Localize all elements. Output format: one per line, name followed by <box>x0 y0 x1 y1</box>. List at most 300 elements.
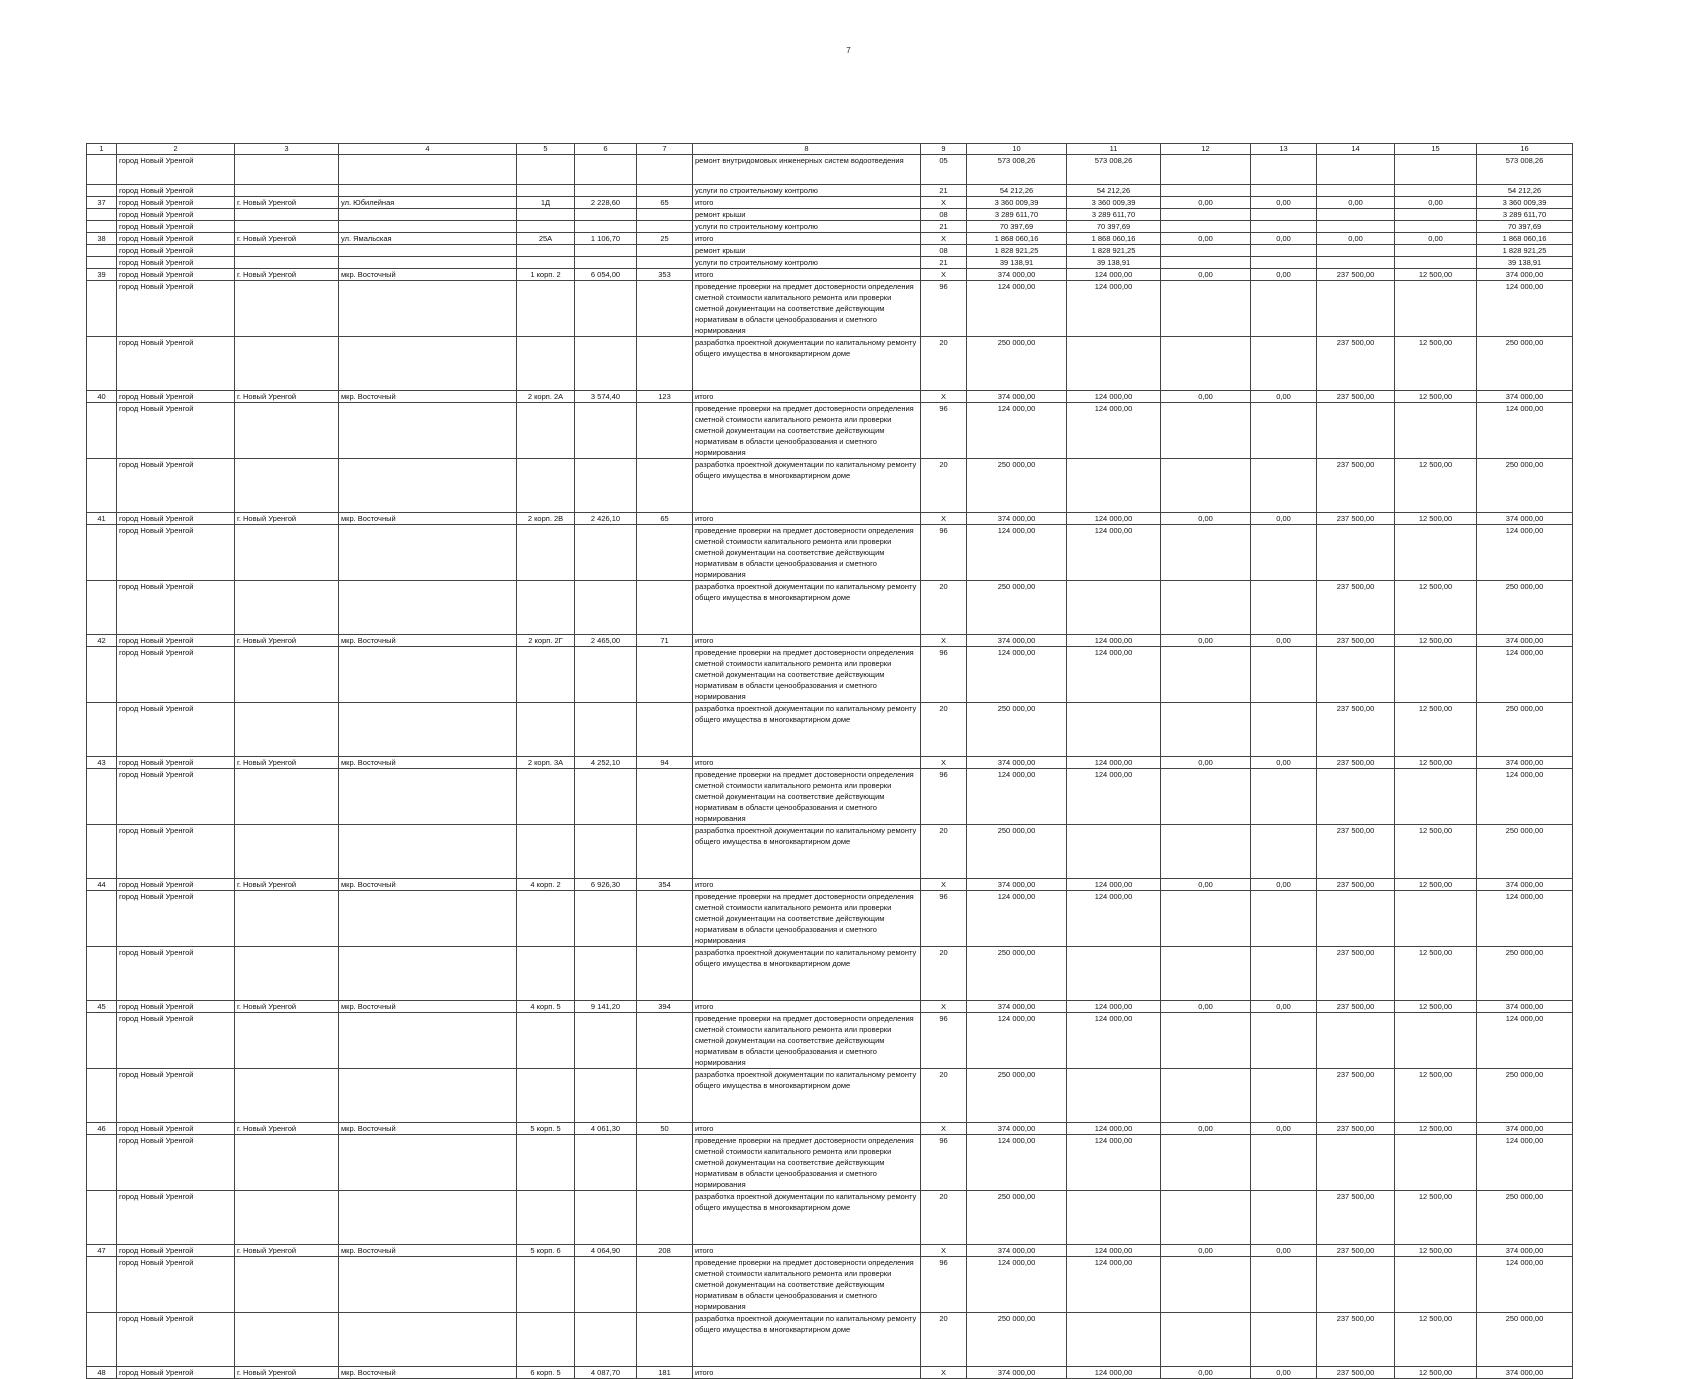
table-row <box>87 825 1573 879</box>
table-cell <box>1317 891 1395 947</box>
table-cell <box>1161 337 1251 391</box>
table-cell <box>517 769 575 825</box>
table-cell <box>1067 703 1161 757</box>
table-cell <box>339 185 517 197</box>
table-cell <box>1317 221 1395 233</box>
table-cell: 41 <box>87 513 117 525</box>
table-cell <box>575 459 637 513</box>
table-cell: мкр. Восточный <box>339 757 517 769</box>
table-cell: 6 926,30 <box>575 879 637 891</box>
table-row <box>87 757 1573 769</box>
table-cell: 4 корп. 2 <box>517 879 575 891</box>
table-cell: 374 000,00 <box>1477 635 1573 647</box>
table-cell: 124 000,00 <box>1067 403 1161 459</box>
table-cell: 0,00 <box>1251 391 1317 403</box>
table-cell: 374 000,00 <box>1477 391 1573 403</box>
column-header: 13 <box>1251 144 1317 155</box>
table-cell: 0,00 <box>1251 757 1317 769</box>
table-cell <box>1317 209 1395 221</box>
table-cell: 124 000,00 <box>967 403 1067 459</box>
table-cell: 124 000,00 <box>1067 647 1161 703</box>
table-cell: 374 000,00 <box>967 269 1067 281</box>
table-cell <box>637 1313 693 1367</box>
table-cell: 237 500,00 <box>1317 337 1395 391</box>
table-cell <box>517 1191 575 1245</box>
table-cell: 4 252,10 <box>575 757 637 769</box>
table-cell: 123 <box>637 391 693 403</box>
table-cell: 0,00 <box>1161 879 1251 891</box>
table-cell: 181 <box>637 1367 693 1379</box>
table-cell: 5 корп. 6 <box>517 1245 575 1257</box>
table-cell: 08 <box>921 209 967 221</box>
table-cell: мкр. Восточный <box>339 513 517 525</box>
table-cell <box>87 1191 117 1245</box>
table-cell <box>1067 337 1161 391</box>
table-cell <box>1067 581 1161 635</box>
table-cell: город Новый Уренгой <box>117 513 235 525</box>
table-cell: 237 500,00 <box>1317 947 1395 1001</box>
table-cell <box>1251 337 1317 391</box>
table-cell: услуги по строительному контролю <box>693 185 921 197</box>
table-cell <box>87 769 117 825</box>
table-cell <box>1395 281 1477 337</box>
table-cell: 12 500,00 <box>1395 1069 1477 1123</box>
table-cell: 250 000,00 <box>1477 459 1573 513</box>
table-cell: 374 000,00 <box>1477 1367 1573 1379</box>
table-cell <box>575 703 637 757</box>
table-cell <box>1317 403 1395 459</box>
table-cell: 4 087,70 <box>575 1367 637 1379</box>
table-row <box>87 1069 1573 1123</box>
table-cell: г. Новый Уренгой <box>235 513 339 525</box>
table-row <box>87 513 1573 525</box>
table-cell: X <box>921 391 967 403</box>
table-cell: 20 <box>921 1191 967 1245</box>
table-cell <box>235 525 339 581</box>
table-cell: ул. Юбилейная <box>339 197 517 209</box>
table-cell: город Новый Уренгой <box>117 459 235 513</box>
table-row <box>87 197 1573 209</box>
table-cell: 3 289 611,70 <box>1477 209 1573 221</box>
table-cell: ремонт крыши <box>693 209 921 221</box>
table-cell: 0,00 <box>1317 233 1395 245</box>
table-cell: 1 868 060,16 <box>1477 233 1573 245</box>
table-cell: 374 000,00 <box>967 513 1067 525</box>
table-cell: 54 212,26 <box>967 185 1067 197</box>
table-cell: 5 корп. 5 <box>517 1123 575 1135</box>
table-cell: 250 000,00 <box>1477 1191 1573 1245</box>
table-cell: 237 500,00 <box>1317 581 1395 635</box>
table-row <box>87 1123 1573 1135</box>
table-cell <box>637 1013 693 1069</box>
table-cell: 25А <box>517 233 575 245</box>
table-cell: 12 500,00 <box>1395 879 1477 891</box>
table-cell <box>1251 703 1317 757</box>
table-cell: 374 000,00 <box>967 391 1067 403</box>
table-cell: ул. Ямальская <box>339 233 517 245</box>
table-cell: 44 <box>87 879 117 891</box>
table-cell: 2 465,00 <box>575 635 637 647</box>
table-cell <box>637 1069 693 1123</box>
table-cell: г. Новый Уренгой <box>235 197 339 209</box>
table-cell: 96 <box>921 525 967 581</box>
table-cell: X <box>921 879 967 891</box>
table-cell: 124 000,00 <box>1477 403 1573 459</box>
table-cell: 237 500,00 <box>1317 1069 1395 1123</box>
table-cell: город Новый Уренгой <box>117 337 235 391</box>
table-cell <box>87 947 117 1001</box>
table-cell <box>1161 1257 1251 1313</box>
table-cell: мкр. Восточный <box>339 1001 517 1013</box>
table-cell: 124 000,00 <box>1067 769 1161 825</box>
table-cell: 237 500,00 <box>1317 391 1395 403</box>
table-cell <box>575 209 637 221</box>
table-cell: г. Новый Уренгой <box>235 391 339 403</box>
table-cell: 124 000,00 <box>1477 1135 1573 1191</box>
table-cell: X <box>921 1245 967 1257</box>
table-cell: 124 000,00 <box>1067 1001 1161 1013</box>
table-cell <box>1161 281 1251 337</box>
table-cell <box>1067 825 1161 879</box>
table-cell: 39 <box>87 269 117 281</box>
table-cell <box>235 459 339 513</box>
table-cell <box>517 1257 575 1313</box>
table-cell <box>87 257 117 269</box>
table-cell: 124 000,00 <box>1067 1135 1161 1191</box>
table-cell <box>637 525 693 581</box>
table-cell: X <box>921 197 967 209</box>
table-cell <box>1067 1069 1161 1123</box>
table-cell: разработка проектной документации по капитальному ремонту общего имущества в многоквартирном доме <box>693 1191 921 1245</box>
table-cell <box>1395 1013 1477 1069</box>
table-cell: итого <box>693 635 921 647</box>
table-cell: 237 500,00 <box>1317 1001 1395 1013</box>
table-cell: 0,00 <box>1251 879 1317 891</box>
table-cell: 3 360 009,39 <box>1477 197 1573 209</box>
table-cell: город Новый Уренгой <box>117 1367 235 1379</box>
table-cell: 374 000,00 <box>967 1245 1067 1257</box>
table-row <box>87 269 1573 281</box>
table-cell <box>339 281 517 337</box>
table-cell: 70 397,69 <box>967 221 1067 233</box>
table-cell <box>517 891 575 947</box>
table-cell: 374 000,00 <box>967 1367 1067 1379</box>
column-header: 3 <box>235 144 339 155</box>
table-cell <box>339 1191 517 1245</box>
table-cell: 0,00 <box>1161 1001 1251 1013</box>
table-cell: 0,00 <box>1395 197 1477 209</box>
table-cell: 237 500,00 <box>1317 757 1395 769</box>
table-cell: город Новый Уренгой <box>117 757 235 769</box>
table-cell: 0,00 <box>1161 269 1251 281</box>
table-cell: город Новый Уренгой <box>117 769 235 825</box>
table-cell: мкр. Восточный <box>339 1367 517 1379</box>
column-number-row <box>87 144 1573 155</box>
table-cell <box>235 825 339 879</box>
table-cell: 124 000,00 <box>1067 635 1161 647</box>
column-header: 14 <box>1317 144 1395 155</box>
table-cell: 54 212,26 <box>1477 185 1573 197</box>
table-cell <box>637 245 693 257</box>
table-cell: 9 141,20 <box>575 1001 637 1013</box>
table-cell <box>1317 185 1395 197</box>
table-cell: 50 <box>637 1123 693 1135</box>
table-cell: 96 <box>921 1257 967 1313</box>
table-cell: 237 500,00 <box>1317 825 1395 879</box>
table-cell: 2 корп. 3А <box>517 757 575 769</box>
table-cell: 0,00 <box>1161 757 1251 769</box>
table-cell: итого <box>693 233 921 245</box>
table-cell: 0,00 <box>1251 635 1317 647</box>
table-cell: 250 000,00 <box>967 1313 1067 1367</box>
table-row <box>87 1191 1573 1245</box>
table-row <box>87 257 1573 269</box>
table-cell: 43 <box>87 757 117 769</box>
table-cell <box>1161 209 1251 221</box>
table-cell <box>575 891 637 947</box>
table-cell: 39 138,91 <box>1067 257 1161 269</box>
table-cell: 0,00 <box>1161 233 1251 245</box>
table-cell <box>1317 1013 1395 1069</box>
table-cell: 0,00 <box>1161 635 1251 647</box>
table-cell: 124 000,00 <box>1067 1257 1161 1313</box>
page-number: 7 <box>846 46 851 55</box>
table-cell: 20 <box>921 703 967 757</box>
table-cell <box>575 1191 637 1245</box>
table-cell <box>235 1135 339 1191</box>
table-cell: 124 000,00 <box>1477 769 1573 825</box>
table-cell: 21 <box>921 185 967 197</box>
table-cell <box>339 581 517 635</box>
table-cell: X <box>921 233 967 245</box>
table-cell: 6 корп. 5 <box>517 1367 575 1379</box>
table-cell <box>1161 403 1251 459</box>
table-cell: 124 000,00 <box>1067 1123 1161 1135</box>
table-cell: 0,00 <box>1395 233 1477 245</box>
table-row <box>87 221 1573 233</box>
table-cell: 394 <box>637 1001 693 1013</box>
table-cell: 1 828 921,25 <box>1477 245 1573 257</box>
table-cell: 1 106,70 <box>575 233 637 245</box>
table-cell <box>1251 245 1317 257</box>
table-cell: г. Новый Уренгой <box>235 233 339 245</box>
table-cell <box>1251 185 1317 197</box>
table-cell: 05 <box>921 155 967 185</box>
table-row <box>87 233 1573 245</box>
table-cell <box>517 209 575 221</box>
table-cell: 250 000,00 <box>1477 337 1573 391</box>
table-cell <box>235 221 339 233</box>
table-cell: 250 000,00 <box>967 1191 1067 1245</box>
table-cell: 0,00 <box>1251 197 1317 209</box>
table-cell <box>637 947 693 1001</box>
table-cell: город Новый Уренгой <box>117 1069 235 1123</box>
table-cell <box>1317 1257 1395 1313</box>
table-cell <box>517 257 575 269</box>
table-cell: услуги по строительному контролю <box>693 257 921 269</box>
table-cell <box>87 703 117 757</box>
table-cell <box>87 281 117 337</box>
table-cell <box>1251 825 1317 879</box>
column-header: 4 <box>339 144 517 155</box>
table-cell <box>87 825 117 879</box>
table-cell: 12 500,00 <box>1395 635 1477 647</box>
table-cell: 124 000,00 <box>1067 757 1161 769</box>
table-cell <box>339 1069 517 1123</box>
table-cell <box>235 703 339 757</box>
table-cell <box>1251 1069 1317 1123</box>
table-cell: 70 397,69 <box>1477 221 1573 233</box>
table-cell: мкр. Восточный <box>339 1123 517 1135</box>
table-cell: город Новый Уренгой <box>117 1001 235 1013</box>
table-cell <box>575 257 637 269</box>
table-cell <box>1317 257 1395 269</box>
table-cell <box>637 1135 693 1191</box>
table-cell: 0,00 <box>1161 1123 1251 1135</box>
table-cell: 96 <box>921 891 967 947</box>
table-cell: 2 корп. 2В <box>517 513 575 525</box>
table-cell: 237 500,00 <box>1317 1123 1395 1135</box>
table-cell: 374 000,00 <box>967 1123 1067 1135</box>
table-cell: 0,00 <box>1161 197 1251 209</box>
table-cell: город Новый Уренгой <box>117 245 235 257</box>
table-cell <box>339 337 517 391</box>
table-cell: итого <box>693 513 921 525</box>
table-cell: г. Новый Уренгой <box>235 1001 339 1013</box>
table-cell <box>1395 769 1477 825</box>
table-cell <box>1067 1191 1161 1245</box>
table-cell <box>235 281 339 337</box>
table-cell: 250 000,00 <box>1477 1313 1573 1367</box>
table-cell: 374 000,00 <box>1477 269 1573 281</box>
table-cell <box>1395 245 1477 257</box>
table-cell: г. Новый Уренгой <box>235 269 339 281</box>
table-cell <box>637 185 693 197</box>
table-cell: 237 500,00 <box>1317 513 1395 525</box>
table-cell: 12 500,00 <box>1395 1313 1477 1367</box>
table-cell <box>1317 525 1395 581</box>
table-cell <box>87 891 117 947</box>
repair-schedule-table <box>86 143 1573 1379</box>
table-cell: 237 500,00 <box>1317 269 1395 281</box>
table-cell: 47 <box>87 1245 117 1257</box>
table-cell: 2 корп. 2Г <box>517 635 575 647</box>
table-cell <box>87 1069 117 1123</box>
table-cell: 0,00 <box>1317 197 1395 209</box>
table-cell <box>517 703 575 757</box>
table-cell: 65 <box>637 513 693 525</box>
table-cell <box>1067 459 1161 513</box>
table-cell: г. Новый Уренгой <box>235 1245 339 1257</box>
table-cell: город Новый Уренгой <box>117 197 235 209</box>
table-cell: 237 500,00 <box>1317 703 1395 757</box>
table-cell <box>637 769 693 825</box>
table-cell: 2 228,60 <box>575 197 637 209</box>
table-cell: 2 426,10 <box>575 513 637 525</box>
table-cell <box>1161 525 1251 581</box>
table-cell: 374 000,00 <box>1477 879 1573 891</box>
table-cell: 20 <box>921 581 967 635</box>
table-cell <box>1161 703 1251 757</box>
table-cell <box>517 947 575 1001</box>
table-cell: 374 000,00 <box>967 879 1067 891</box>
table-cell: 12 500,00 <box>1395 703 1477 757</box>
table-cell: 0,00 <box>1161 391 1251 403</box>
table-cell: 374 000,00 <box>967 1001 1067 1013</box>
table-cell: 12 500,00 <box>1395 581 1477 635</box>
table-cell: 374 000,00 <box>1477 513 1573 525</box>
table-cell: 12 500,00 <box>1395 1245 1477 1257</box>
table-row <box>87 703 1573 757</box>
table-cell <box>235 1191 339 1245</box>
table-cell: 12 500,00 <box>1395 825 1477 879</box>
table-cell <box>637 209 693 221</box>
table-cell <box>1067 1313 1161 1367</box>
table-cell: г. Новый Уренгой <box>235 1367 339 1379</box>
table-cell: 208 <box>637 1245 693 1257</box>
table-cell: 0,00 <box>1251 233 1317 245</box>
table-cell <box>637 581 693 635</box>
column-header: 8 <box>693 144 921 155</box>
table-cell <box>517 1013 575 1069</box>
table-cell <box>1161 185 1251 197</box>
table-cell: X <box>921 1367 967 1379</box>
table-cell: X <box>921 513 967 525</box>
table-cell <box>1395 1135 1477 1191</box>
table-cell: 1 868 060,16 <box>967 233 1067 245</box>
column-header: 1 <box>87 144 117 155</box>
table-cell <box>637 403 693 459</box>
table-cell: 3 360 009,39 <box>967 197 1067 209</box>
table-cell: город Новый Уренгой <box>117 1123 235 1135</box>
table-cell: 250 000,00 <box>967 581 1067 635</box>
table-cell: г. Новый Уренгой <box>235 635 339 647</box>
table-cell <box>1395 403 1477 459</box>
table-cell: город Новый Уренгой <box>117 281 235 337</box>
table-cell: 4 корп. 5 <box>517 1001 575 1013</box>
table-cell <box>1161 245 1251 257</box>
table-cell: 237 500,00 <box>1317 879 1395 891</box>
table-cell <box>1395 1257 1477 1313</box>
table-cell <box>87 403 117 459</box>
table-cell: ремонт внутридомовых инженерных систем водоотведения <box>693 155 921 185</box>
table-cell: итого <box>693 879 921 891</box>
table-row <box>87 891 1573 947</box>
table-cell: 1 корп. 2 <box>517 269 575 281</box>
table-cell: 45 <box>87 1001 117 1013</box>
table-cell: 96 <box>921 403 967 459</box>
table-cell: 237 500,00 <box>1317 1245 1395 1257</box>
table-cell <box>1251 281 1317 337</box>
table-cell: 96 <box>921 281 967 337</box>
table-cell: 40 <box>87 391 117 403</box>
table-cell <box>1395 209 1477 221</box>
table-cell: 250 000,00 <box>967 703 1067 757</box>
table-cell: г. Новый Уренгой <box>235 757 339 769</box>
table-row <box>87 245 1573 257</box>
table-cell: X <box>921 635 967 647</box>
table-cell <box>637 1191 693 1245</box>
table-cell: город Новый Уренгой <box>117 581 235 635</box>
table-cell <box>517 281 575 337</box>
table-row <box>87 209 1573 221</box>
table-cell: 12 500,00 <box>1395 1001 1477 1013</box>
table-cell: 353 <box>637 269 693 281</box>
table-cell <box>575 1313 637 1367</box>
table-cell <box>339 647 517 703</box>
table-cell <box>339 947 517 1001</box>
table-cell: мкр. Восточный <box>339 879 517 891</box>
